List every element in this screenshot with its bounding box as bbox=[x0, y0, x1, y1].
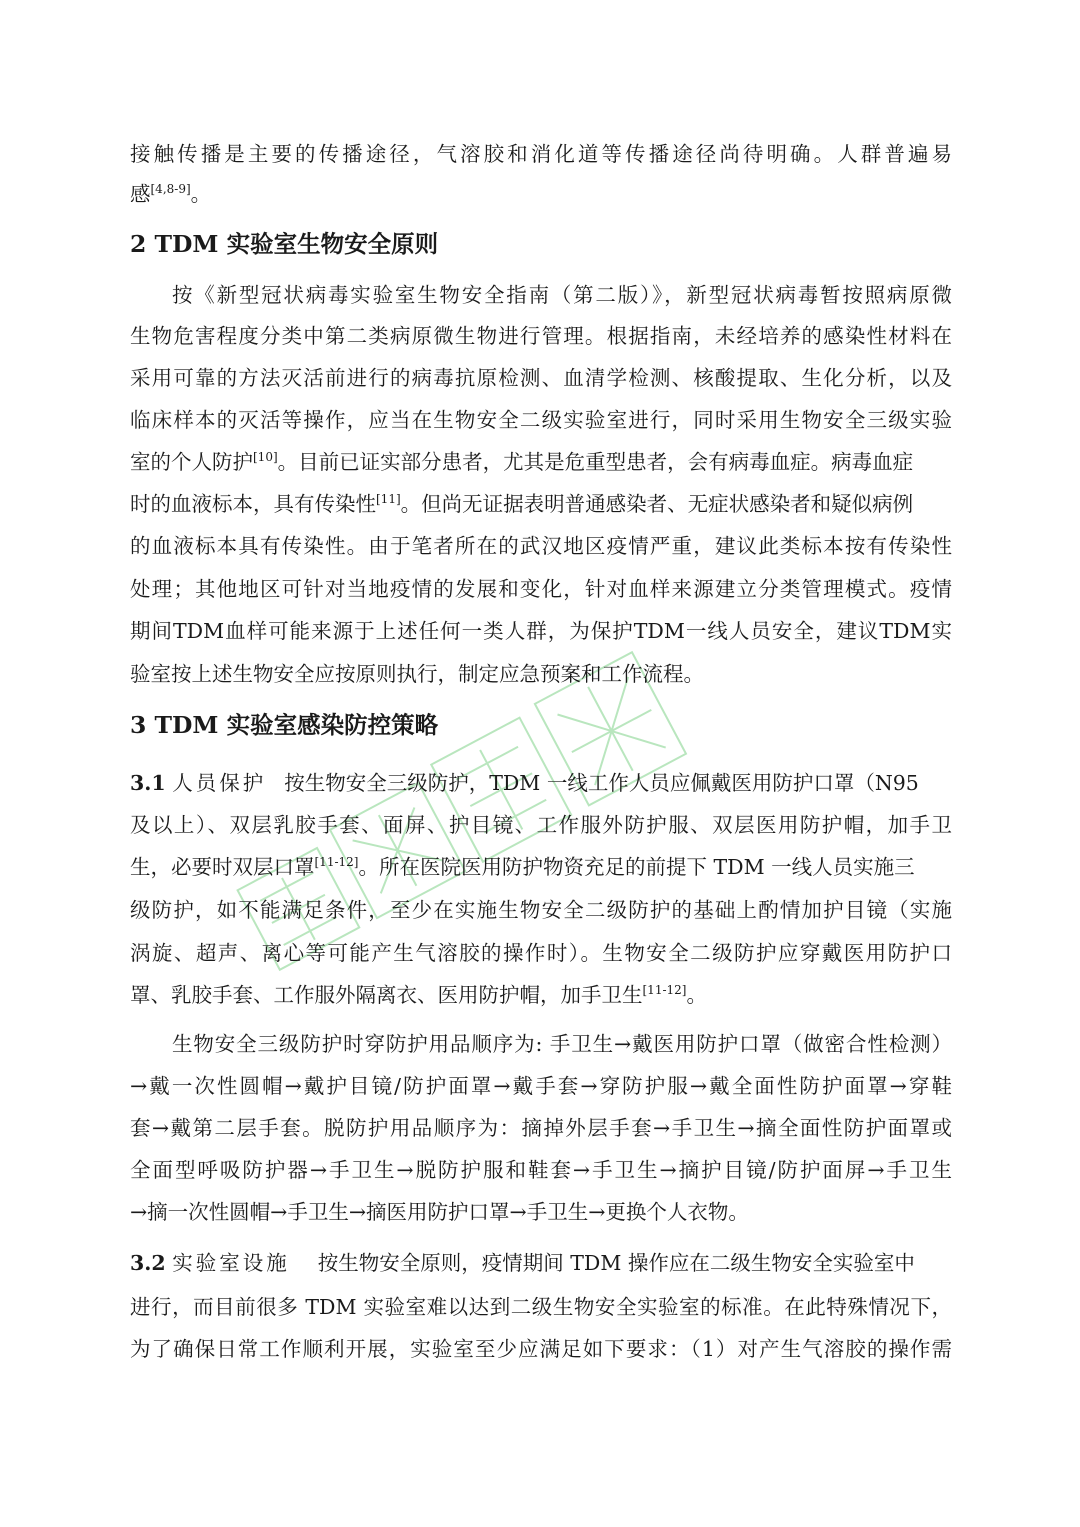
citation-ref: [11-12] bbox=[642, 983, 687, 997]
body-text-line: 处理；其他地区可针对当地疫情的发展和变化，针对血样来源建立分类管理模式。疫情 bbox=[130, 577, 952, 601]
subsection-title: 人员保护 bbox=[172, 771, 267, 795]
body-text-line: 接触传播是主要的传播途径，气溶胶和消化道等传播途径尚待明确。人群普遍易 bbox=[130, 142, 952, 166]
body-text-line: 及以上）、双层乳胶手套、面屏、护目镜、工作服外防护服、双层医用防护帽，加手卫 bbox=[130, 813, 952, 837]
body-text-line: 罩、乳胶手套、工作服外隔离衣、医用防护帽，加手卫生[11-12]。 bbox=[130, 983, 707, 1007]
body-text-line: 涡旋、超声、离心等可能产生气溶胶的操作时）。生物安全二级防护应穿戴医用防护口 bbox=[130, 941, 952, 965]
body-text-line: 进行，而目前很多 TDM 实验室难以达到二级生物安全实验室的标准。在此特殊情况下， bbox=[130, 1295, 952, 1319]
body-text-line: 感[4,8-9]。 bbox=[130, 182, 212, 206]
body-text-line: 生，必要时双层口罩[11-12]。所在医院医用防护物资充足的前提下 TDM 一线人员实施三 bbox=[130, 855, 915, 879]
body-text-line: →摘一次性圆帽→手卫生→摘医用防护口罩→手卫生→更换个人衣物。 bbox=[130, 1200, 749, 1224]
citation-ref: [11-12] bbox=[314, 855, 359, 869]
citation-ref: [11] bbox=[376, 492, 401, 506]
body-text-line: 验室按上述生物安全应按原则执行，制定应急预案和工作流程。 bbox=[130, 662, 704, 686]
body-text-line: →戴一次性圆帽→戴护目镜/防护面罩→戴手套→穿防护服→戴全面性防护面罩→穿鞋 bbox=[130, 1074, 952, 1098]
body-text-line: 期间TDM血样可能来源于上述任何一类人群，为保护TDM一线人员安全，建议TDM实 bbox=[130, 619, 952, 643]
section-heading: 3 TDM 实验室感染防控策略 bbox=[130, 711, 439, 739]
body-text-line: 室的个人防护[10]。目前已证实部分患者，尤其是危重型患者，会有病毒血症。病毒血症 bbox=[130, 450, 914, 474]
body-text-line: 全面型呼吸防护器→手卫生→脱防护服和鞋套→手卫生→摘护目镜/防护面屏→手卫生 bbox=[130, 1158, 952, 1182]
section-heading: 2 TDM 实验室生物安全原则 bbox=[130, 230, 439, 258]
body-text-line: 级防护，如不能满足条件，至少在实施生物安全二级防护的基础上酌情加护目镜（实施 bbox=[130, 898, 952, 922]
subsection-title: 实验室设施 bbox=[172, 1251, 290, 1275]
body-text-line: 生物危害程度分类中第二类病原微生物进行管理。根据指南，未经培养的感染性材料在 bbox=[130, 324, 952, 348]
body-text-line: 临床样本的灭活等操作，应当在生物安全二级实验室进行，同时采用生物安全三级实验 bbox=[130, 408, 952, 432]
subsection-line: 3.1 人员保护 按生物安全三级防护，TDM 一线工作人员应佩戴医用防护口罩（N95 bbox=[130, 771, 919, 795]
body-text-line: 套→戴第二层手套。脱防护用品顺序为：摘掉外层手套→手卫生→摘全面性防护面罩或 bbox=[130, 1116, 952, 1140]
body-text-line: 为了确保日常工作顺利开展，实验室至少应满足如下要求：（1）对产生气溶胶的操作需 bbox=[130, 1337, 952, 1361]
body-text-line: 时的血液标本，具有传染性[11]。但尚无证据表明普通感染者、无症状感染者和疑似病例 bbox=[130, 492, 914, 516]
subsection-number: 3.1 bbox=[130, 771, 166, 795]
body-text-line: 按《新型冠状病毒实验室生物安全指南（第二版）》，新型冠状病毒暂按照病原微 bbox=[172, 283, 952, 307]
citation-ref: [10] bbox=[253, 450, 278, 464]
subsection-number: 3.2 bbox=[130, 1251, 166, 1275]
body-text-line: 采用可靠的方法灭活前进行的病毒抗原检测、血清学检测、核酸提取、生化分析，以及 bbox=[130, 366, 952, 390]
body-text-line: 生物安全三级防护时穿防护用品顺序为: 手卫生→戴医用防护口罩（做密合性检测） bbox=[172, 1032, 952, 1056]
citation-ref: [4,8-9] bbox=[150, 182, 191, 196]
subsection-line: 3.2 实验室设施 按生物安全原则，疫情期间 TDM 操作应在二级生物安全实验室中 bbox=[130, 1251, 915, 1275]
body-text-line: 的血液标本具有传染性。由于笔者所在的武汉地区疫情严重，建议此类标本按有传染性 bbox=[130, 534, 952, 558]
